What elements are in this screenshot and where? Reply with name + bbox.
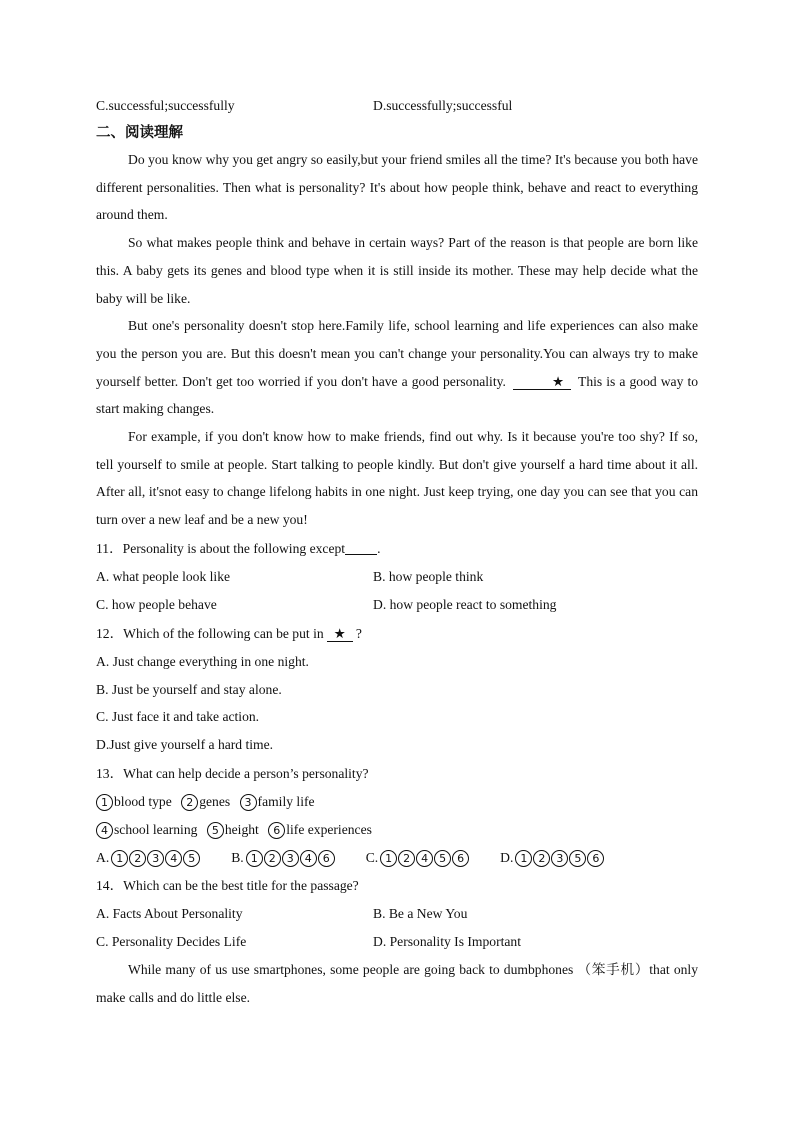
circled-number: 3 <box>147 850 164 867</box>
question-12-end: ? <box>355 625 362 641</box>
question-11-option-d: D. how people react to something <box>373 596 557 612</box>
circled-number: 1 <box>111 850 128 867</box>
question-13-option-c <box>366 850 470 865</box>
question-11-option-a: A. what people look like <box>96 568 231 584</box>
question-13: 13．What can help decide a person’s personality? <box>96 766 369 782</box>
item-text: genes <box>199 794 231 810</box>
question-12 <box>96 619 698 648</box>
question-13-items-row-2 <box>96 816 698 844</box>
question-11-option-b: B. how people think <box>373 568 484 584</box>
question-12-option-d: D.Just give yourself a hard time. <box>96 737 274 753</box>
prev-question-options <box>96 92 698 120</box>
circled-number: 2 <box>264 850 281 867</box>
question-14: 14．Which can be the best title for the passage? <box>96 878 359 894</box>
star-blank: ★ <box>327 626 353 642</box>
circled-number: 5 <box>434 850 451 867</box>
passage-paragraph-1: Do you know why you get angry so easily,but your friend smiles all the time? It's because you both have different personalities. Then what is personality? It's about how people think, behave and react to everything around them. <box>96 152 698 223</box>
passage-paragraph-4: For example, if you don't know how to make friends, find out why. Is it because you're too shy? If so, tell yourself to smile at people. Start talking to people kindly. But don't give yourself a hard time about it all. After all, it'snot easy to change lifelong habits in one night. Just keep trying, one day you can see that you can turn over a new leaf and be a new you! <box>96 429 698 528</box>
section-heading: 二、阅读理解 <box>96 125 183 141</box>
option-letter: C. <box>365 849 379 865</box>
question-11-end: . <box>377 540 381 556</box>
question-12-option-a: A. Just change everything in one night. <box>96 653 309 669</box>
circled-number: 2 <box>533 850 550 867</box>
option-c: C.successful;successfully <box>96 98 235 113</box>
circled-number: 2 <box>398 850 415 867</box>
question-11 <box>96 534 698 563</box>
option-d: D.successfully;successful <box>373 98 513 113</box>
question-11-options-row-2 <box>96 591 698 619</box>
circled-number: 4 <box>300 850 317 867</box>
question-12-prompt: 12．Which of the following can be put in <box>96 625 324 641</box>
question-11-options-row-1 <box>96 563 698 591</box>
circled-number: 4 <box>96 822 113 839</box>
item-text: height <box>224 821 259 837</box>
answer-blank <box>345 540 377 555</box>
question-14-option-b: B. Be a New You <box>373 906 468 922</box>
circled-number: 5 <box>183 850 200 867</box>
question-13-items-row-1 <box>96 788 698 816</box>
option-letter: A. <box>96 849 110 865</box>
circled-number: 6 <box>268 822 285 839</box>
question-14-option-c: C. Personality Decides Life <box>96 934 247 950</box>
item-3 <box>240 794 315 809</box>
circled-number: 2 <box>181 794 198 811</box>
question-12-option-b: B. Just be yourself and stay alone. <box>96 681 282 697</box>
circled-number: 3 <box>551 850 568 867</box>
circled-number: 4 <box>416 850 433 867</box>
item-text: school learning <box>114 821 198 837</box>
question-14-option-d: D. Personality Is Important <box>373 934 521 950</box>
item-1 <box>96 794 172 809</box>
item-4 <box>96 822 197 837</box>
item-5 <box>207 822 259 837</box>
question-14-options-row-2 <box>96 928 698 956</box>
circled-number: 1 <box>246 850 263 867</box>
passage-paragraph-3 <box>96 312 698 423</box>
item-text: family life <box>257 794 315 810</box>
circled-number: 5 <box>569 850 586 867</box>
question-14-options-row-1 <box>96 900 698 928</box>
circled-number: 6 <box>587 850 604 867</box>
circled-number: 4 <box>165 850 182 867</box>
question-13-option-b <box>231 850 335 865</box>
circled-number: 1 <box>515 850 532 867</box>
item-6 <box>268 822 372 837</box>
circled-number: 1 <box>96 794 113 811</box>
document-page <box>96 92 698 1012</box>
circled-number: 6 <box>318 850 335 867</box>
question-12-option-c: C. Just face it and take action. <box>96 709 260 725</box>
paragraph-3-text: But one's personality doesn't stop here.Family life, school learning and life experiences can also make you the person you are. But this doesn't mean you can't change your personality.You can always try to make yourself better. Don't get too worried if you don't have a good personality. <box>96 318 698 389</box>
item-2 <box>181 794 230 809</box>
passage-paragraph-2: So what makes people think and behave in certain ways? Part of the reason is that people are born like this. A baby gets its genes and blood type when it is still inside its mother. These may help decide what the baby will be like. <box>96 235 698 306</box>
circled-number: 3 <box>240 794 257 811</box>
circled-number: 6 <box>452 850 469 867</box>
circled-number: 3 <box>282 850 299 867</box>
option-letter: B. <box>231 849 244 865</box>
item-text: blood type <box>114 794 172 810</box>
question-11-option-c: C. how people behave <box>96 596 217 612</box>
question-13-options <box>96 844 698 872</box>
question-11-prompt: 11．Personality is about the following except <box>96 540 346 556</box>
star-blank: ★ <box>513 374 571 390</box>
circled-number: 5 <box>207 822 224 839</box>
question-14-option-a: A. Facts About Personality <box>96 906 243 922</box>
item-text: life experiences <box>286 821 372 837</box>
next-passage-paragraph: While many of us use smartphones, some people are going back to dumbphones （笨手机）that only make calls and do little else. <box>96 962 698 1006</box>
circled-number: 1 <box>380 850 397 867</box>
question-13-option-d <box>500 850 605 865</box>
question-13-option-a <box>96 850 201 865</box>
option-letter: D. <box>500 849 514 865</box>
circled-number: 2 <box>129 850 146 867</box>
paragraph-3-tail: This is a good way to start making changes. <box>96 373 699 417</box>
